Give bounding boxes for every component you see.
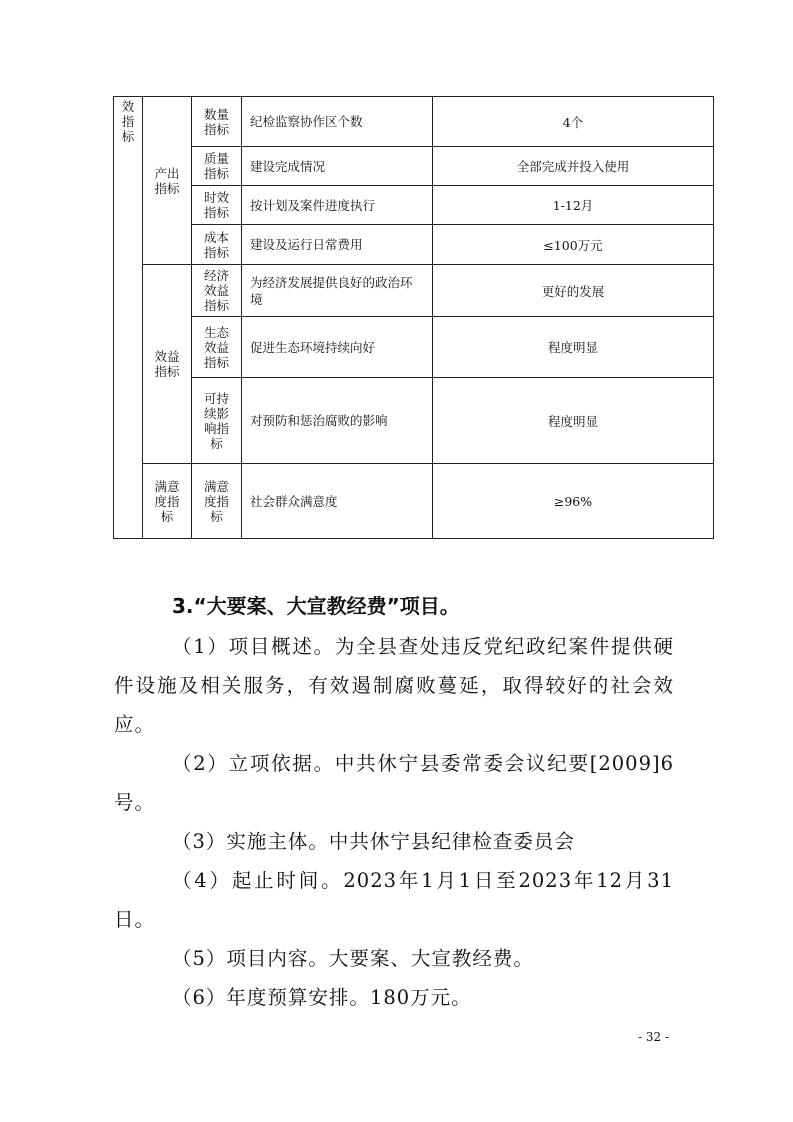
category-cell [143,464,192,539]
sub-indicator-cell [192,147,242,186]
sub-indicator-label: 成本指标 [203,229,229,260]
indicator-value: 程度明显 [433,317,714,378]
paragraph-basis: （2）立项依据。中共休宁县委常委会议纪要[2009]6号。 [114,752,674,814]
indicator-value: 4个 [433,97,714,147]
paragraph-implementer: （3）实施主体。中共休宁县纪律检查委员会 [172,830,575,853]
sub-indicator-label: 经济效益指标 [203,268,229,313]
paragraph-period: （4）起止时间。2023年1月1日至2023年12月31日。 [114,869,674,931]
indicator-value: 更好的发展 [433,265,714,317]
section-heading: 3.“大要案、大宣教经费”项目。 [172,594,460,618]
sub-indicator-cell [192,265,242,317]
sub-indicator-label: 可持续影响指标 [203,390,229,451]
indicator-description: 建设完成情况 [242,147,433,186]
paragraph-content: （5）项目内容。大要案、大宣教经费。 [172,947,534,970]
indicator-description: 纪检监察协作区个数 [242,97,433,147]
indicator-description: 对预防和惩治腐败的影响 [242,378,433,464]
indicator-value: 全部完成并投入使用 [433,147,714,186]
indicator-description: 为经济发展提供良好的政治环境 [242,265,433,317]
indicator-value: ≥96% [433,464,714,539]
sub-indicator-label: 时效指标 [203,190,229,220]
category-cell [143,265,192,464]
sub-indicator-label: 数量指标 [203,106,229,137]
indicator-value: 1-12月 [433,186,714,225]
sub-indicator-cell [192,97,242,147]
indicator-description: 促进生态环境持续向好 [242,317,433,378]
section-body [114,627,674,1017]
top-category-label: 效指标 [121,99,135,144]
indicator-value: ≤100万元 [433,225,714,265]
indicator-description: 社会群众满意度 [242,464,433,539]
indicator-description: 按计划及案件进度执行 [242,186,433,225]
category-label: 效益指标 [154,349,180,379]
category-label: 产出指标 [154,165,180,196]
category-label: 满意度指标 [154,478,180,524]
paragraph-budget: （6）年度预算安排。180万元。 [172,986,472,1009]
sub-indicator-label: 生态效益指标 [203,324,229,370]
indicator-description: 建设及运行日常费用 [242,225,433,265]
sub-indicator-cell [192,186,242,225]
page-number: - 32 - [638,1030,670,1044]
sub-indicator-label: 质量指标 [203,151,229,181]
sub-indicator-label: 满意度指标 [203,478,229,524]
sub-indicator-cell [192,317,242,378]
paragraph-overview: （1）项目概述。为全县查处违反党纪政纪案件提供硬件设施及相关服务，有效遏制腐败蔓延，取得较好的社会效应。 [114,635,674,736]
sub-indicator-cell [192,378,242,464]
sub-indicator-cell [192,225,242,265]
sub-indicator-cell [192,464,242,539]
category-cell [143,97,192,265]
performance-metrics-table [113,96,714,539]
top-category-cell [114,97,143,539]
indicator-value: 程度明显 [433,378,714,464]
